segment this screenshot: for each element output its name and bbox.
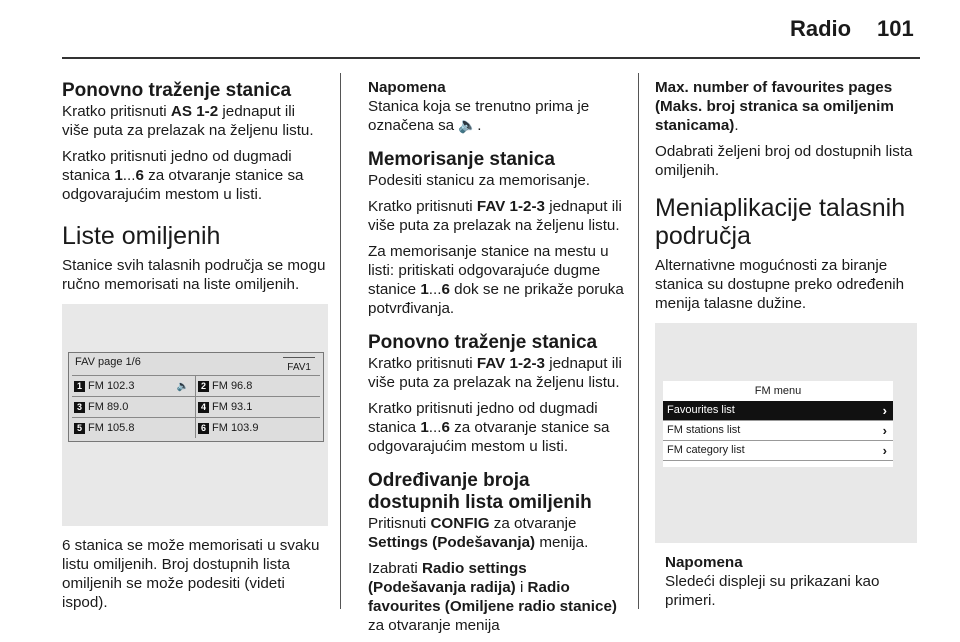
section-title: Radio: [790, 16, 852, 41]
paragraph: Podesiti stanicu za memorisanje.: [368, 172, 591, 189]
paragraph: Izabrati Radio settings (Podešavanja radija) i Radio favourites (Omiljene radio stanice) za otvaranje menija: [368, 560, 617, 634]
header-rule: [62, 57, 920, 59]
menu-title: FM menu: [754, 385, 802, 397]
paragraph: Kratko pritisnuti FAV 1-2-3 jednaput ili više puta za prelazak na željenu listu.: [368, 198, 622, 234]
heading-band-menus: Meniaplikacije talasnih područja: [655, 194, 906, 250]
paragraph: Max. number of favourites pages (Maks. broj stranica sa omiljenim stanicama).: [655, 79, 894, 134]
menu-item-category: FM category list ›: [663, 441, 893, 461]
chevron-right-icon: ›: [882, 423, 887, 438]
speaker-icon: 🔈: [176, 380, 189, 392]
paragraph: Kratko pritisnuti FAV 1-2-3 jednaput ili više puta za prelazak na željenu listu.: [368, 355, 622, 391]
preset-6: 6 FM 103.9: [196, 417, 320, 438]
paragraph: Odabrati željeni broj od dostupnih lista omiljenih.: [655, 143, 913, 179]
speaker-icon: 🔈: [458, 117, 478, 134]
fm-menu-screen: [663, 381, 893, 467]
chevron-right-icon: ›: [882, 403, 887, 418]
paragraph: Pritisnuti CONFIG za otvaranje Settings (Podešavanja) menija.: [368, 515, 589, 551]
menu-item-favourites: Favourites list ›: [663, 401, 893, 421]
paragraph: Kratko pritisnuti jedno od dugmadi stanica 1...6 za otvaranje stanice sa odgovarajućim mestom u listi.: [368, 400, 610, 455]
paragraph: Alternativne mogućnosti za biranje stanica su dostupne preko određenih menija talasne dužine.: [655, 257, 905, 312]
fav-display-image: [62, 304, 328, 526]
fav-screen: [68, 352, 324, 442]
heading-station-search: Ponovno traženje stanica: [62, 80, 292, 101]
heading-fav-count: Određivanje broja dostupnih lista omiljenih: [368, 470, 592, 513]
paragraph: Stanice svih talasnih područja se mogu ručno memorisati na liste omiljenih.: [62, 257, 326, 293]
note-label: Napomena: [665, 554, 743, 571]
page-header: [0, 0, 960, 58]
preset-4: 4 FM 93.1: [196, 396, 320, 417]
paragraph: Kratko pritisnuti jedno od dugmadi stanica 1...6 za otvaranje stanice sa odgovarajućim mestom u listi.: [62, 148, 304, 203]
preset-2: 2 FM 96.8: [196, 375, 320, 396]
column-2: [368, 74, 626, 642]
heading-station-search: Ponovno traženje stanica: [368, 332, 598, 353]
note-label: Napomena: [368, 79, 446, 96]
column-1: [62, 74, 326, 619]
fm-menu-image: [655, 323, 917, 543]
chevron-right-icon: ›: [882, 443, 887, 458]
fav-page-label: FAV page 1/6: [75, 356, 141, 368]
note-text: Stanica koja se trenutno prima je označena sa 🔈.: [368, 98, 590, 134]
column-divider: [340, 73, 341, 609]
note-text: Sledeći displeji su prikazani kao primeri.: [665, 573, 880, 609]
menu-item-stations: FM stations list ›: [663, 421, 893, 441]
heading-store-stations: Memorisanje stanica: [368, 149, 555, 170]
heading-favourites: Liste omiljenih: [62, 222, 221, 250]
preset-3: 3 FM 89.0: [72, 396, 196, 417]
preset-5: 5 FM 105.8: [72, 417, 196, 438]
paragraph: 6 stanica se može memorisati u svaku listu omiljenih. Broj dostupnih lista omiljenih se može podesiti (videti ispod).: [62, 537, 320, 611]
paragraph: Za memorisanje stanice na mestu u listi: pritiskati odgovarajuće dugme stanice 1...6 dok se ne prikaže poruka potvrđivanja.: [368, 243, 624, 317]
note: [655, 553, 923, 610]
page-number: 101: [877, 16, 914, 41]
preset-1: 1 FM 102.3 🔈: [72, 375, 196, 396]
fav-list-tag: FAV1: [283, 357, 315, 377]
column-3: [655, 74, 923, 617]
paragraph: Kratko pritisnuti AS 1-2 jednaput ili više puta za prelazak na željenu listu.: [62, 103, 314, 139]
column-divider: [638, 73, 639, 609]
